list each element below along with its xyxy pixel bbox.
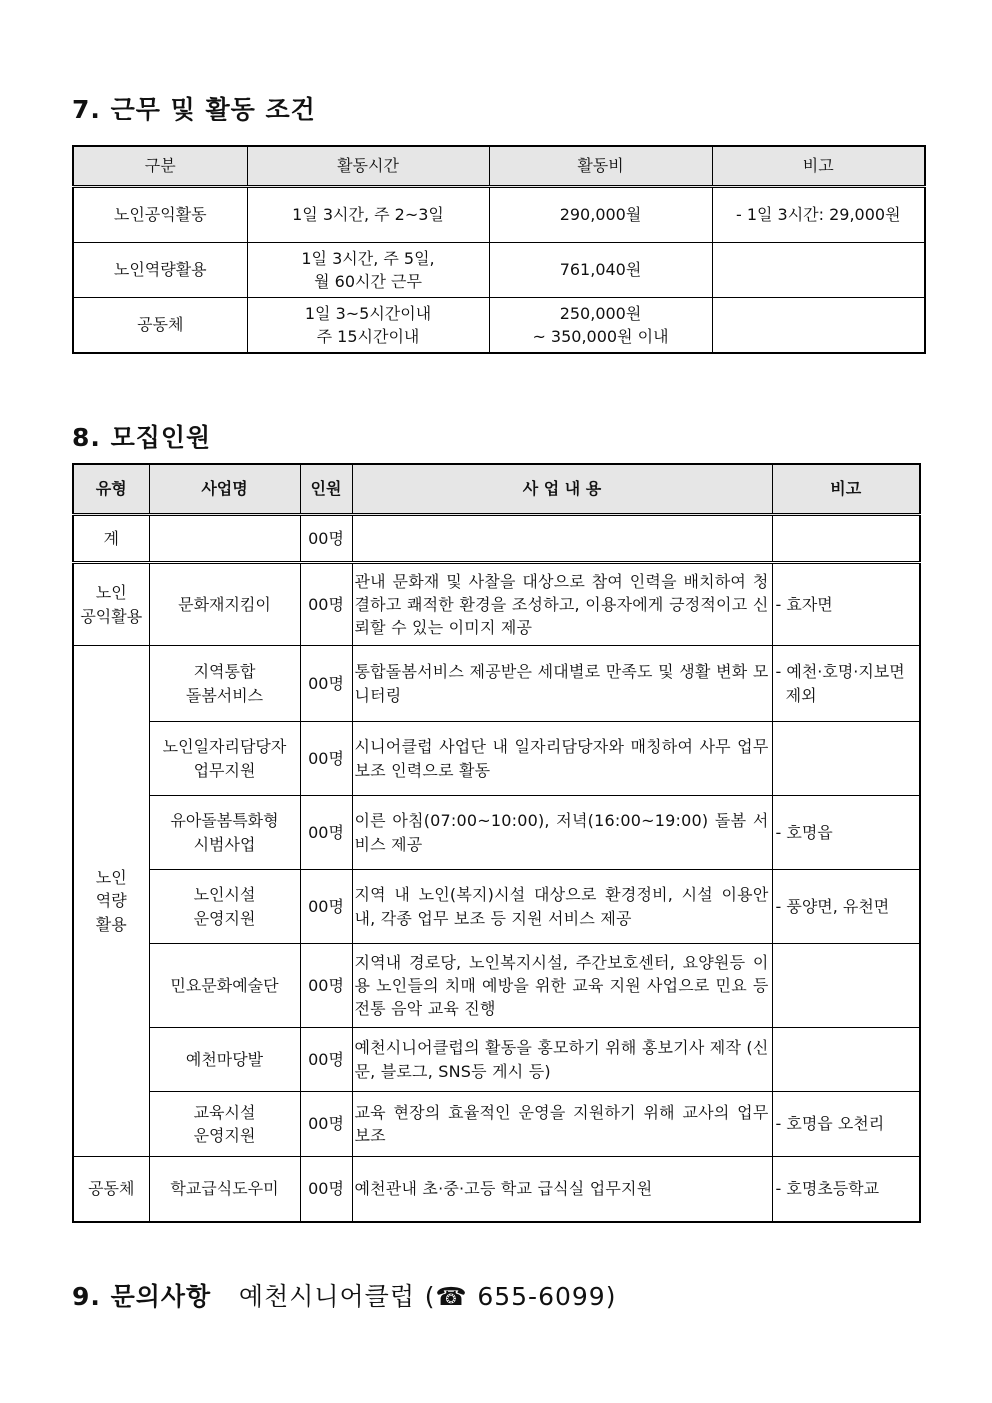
- project-content: 지역내 경로당, 노인복지시설, 주간보호센터, 요양원등 이용 노인들의 치매 예방을 위한 교육 지원 사업으로 민요 등 전통 음악 교육 진행: [352, 944, 772, 1028]
- total-label: 계: [73, 515, 149, 563]
- row-type: 공동체: [73, 298, 247, 354]
- row-hours: 1일 3~5시간이내 주 15시간이내: [247, 298, 489, 354]
- table-header-row: [73, 464, 920, 515]
- table-row: [73, 563, 920, 646]
- group-public-activity: 노인 공익활용: [73, 563, 149, 646]
- telephone-icon: ☎: [435, 1282, 468, 1311]
- project-content: 통합돌봄서비스 제공받은 세대별로 만족도 및 생활 변화 모니터링: [352, 646, 772, 722]
- inquiry-paren-open: (: [424, 1282, 436, 1311]
- row-hours: 1일 3시간, 주 2~3일: [247, 187, 489, 243]
- empty-cell: [149, 515, 300, 563]
- inquiry-paren-close: ): [605, 1282, 617, 1311]
- empty-cell: [772, 515, 920, 563]
- header-project: 사업명: [149, 464, 300, 515]
- project-note: - 예천·호명·지보면 제외: [772, 646, 920, 722]
- project-count: 00명: [300, 646, 352, 722]
- project-note: [772, 1028, 920, 1092]
- table-row: [73, 298, 925, 354]
- section-7-title: 7. 근무 및 활동 조건: [72, 95, 316, 124]
- header-pay: 활동비: [489, 146, 712, 187]
- project-count: 00명: [300, 1092, 352, 1157]
- inquiry-phone: 655-6099: [477, 1282, 606, 1311]
- table-row: [73, 1092, 920, 1157]
- header-hours: 활동시간: [247, 146, 489, 187]
- project-content: 이른 아침(07:00~10:00), 저녁(16:00~19:00) 돌봄 서비스 제공: [352, 796, 772, 870]
- row-hours: 1일 3시간, 주 5일, 월 60시간 근무: [247, 243, 489, 298]
- row-note: [712, 298, 925, 354]
- project-name: 노인시설 운영지원: [149, 870, 300, 944]
- empty-cell: [352, 515, 772, 563]
- table-row: [73, 944, 920, 1028]
- project-content: 시니어클럽 사업단 내 일자리담당자와 매칭하여 사무 업무 보조 인력으로 활동: [352, 722, 772, 796]
- row-note: - 1일 3시간: 29,000원: [712, 187, 925, 243]
- project-note: - 풍양면, 유천면: [772, 870, 920, 944]
- project-content: 예천관내 초·중·고등 학교 급식실 업무지원: [352, 1157, 772, 1222]
- header-count: 인원: [300, 464, 352, 515]
- table-row: [73, 646, 920, 722]
- table-row: [73, 1028, 920, 1092]
- group-capacity: 노인 역량 활용: [73, 646, 149, 1157]
- total-count: 00명: [300, 515, 352, 563]
- group-community: 공동체: [73, 1157, 149, 1222]
- row-type: 노인공익활동: [73, 187, 247, 243]
- row-pay: 761,040원: [489, 243, 712, 298]
- project-content: 관내 문화재 및 사찰을 대상으로 참여 인력을 배치하여 청결하고 쾌적한 환경을 조성하고, 이용자에게 긍정적이고 신뢰할 수 있는 이미지 제공: [352, 563, 772, 646]
- inquiry-org: 예천시니어클럽: [238, 1282, 415, 1311]
- inquiry-label: 9. 문의사항: [72, 1282, 212, 1311]
- header-type: 구분: [73, 146, 247, 187]
- total-row: [73, 515, 920, 563]
- project-note: [772, 944, 920, 1028]
- project-count: 00명: [300, 722, 352, 796]
- recruitment-table: [72, 463, 921, 1223]
- header-content: 사 업 내 용: [352, 464, 772, 515]
- project-content: 예천시니어클럽의 활동을 홍모하기 위해 홍보기사 제작 (신문, 블로그, SNS등 게시 등): [352, 1028, 772, 1092]
- project-name: 학교급식도우미: [149, 1157, 300, 1222]
- header-note: 비고: [772, 464, 920, 515]
- row-pay: 250,000원 ~ 350,000원 이내: [489, 298, 712, 354]
- project-name: 민요문화예술단: [149, 944, 300, 1028]
- work-conditions-table: [72, 145, 926, 354]
- project-name: 유아돌봄특화형 시범사업: [149, 796, 300, 870]
- project-content: 지역 내 노인(복지)시설 대상으로 환경정비, 시설 이용안내, 각종 업무 보조 등 지원 서비스 제공: [352, 870, 772, 944]
- table-header-row: [73, 146, 925, 187]
- project-note: - 호명읍: [772, 796, 920, 870]
- project-note: - 호명초등학교: [772, 1157, 920, 1222]
- row-pay: 290,000월: [489, 187, 712, 243]
- project-note: [772, 722, 920, 796]
- table-row: [73, 243, 925, 298]
- table-row: [73, 722, 920, 796]
- project-note: - 호명읍 오천리: [772, 1092, 920, 1157]
- project-name: 지역통합 돌봄서비스: [149, 646, 300, 722]
- project-note: - 효자면: [772, 563, 920, 646]
- table-row: [73, 187, 925, 243]
- project-count: 00명: [300, 944, 352, 1028]
- project-count: 00명: [300, 870, 352, 944]
- project-count: 00명: [300, 1028, 352, 1092]
- project-count: 00명: [300, 563, 352, 646]
- header-note: 비고: [712, 146, 925, 187]
- row-note: [712, 243, 925, 298]
- row-type: 노인역량활용: [73, 243, 247, 298]
- project-name: 예천마당발: [149, 1028, 300, 1092]
- table-row: [73, 796, 920, 870]
- section-9-title: [72, 1277, 616, 1313]
- project-name: 문화재지킴이: [149, 563, 300, 646]
- project-count: 00명: [300, 1157, 352, 1222]
- project-count: 00명: [300, 796, 352, 870]
- project-content: 교육 현장의 효율적인 운영을 지원하기 위해 교사의 업무 보조: [352, 1092, 772, 1157]
- header-category: 유형: [73, 464, 149, 515]
- project-name: 교육시설 운영지원: [149, 1092, 300, 1157]
- section-8-title: 8. 모집인원: [72, 423, 212, 452]
- project-name: 노인일자리담당자 업무지원: [149, 722, 300, 796]
- table-row: [73, 1157, 920, 1222]
- table-row: [73, 870, 920, 944]
